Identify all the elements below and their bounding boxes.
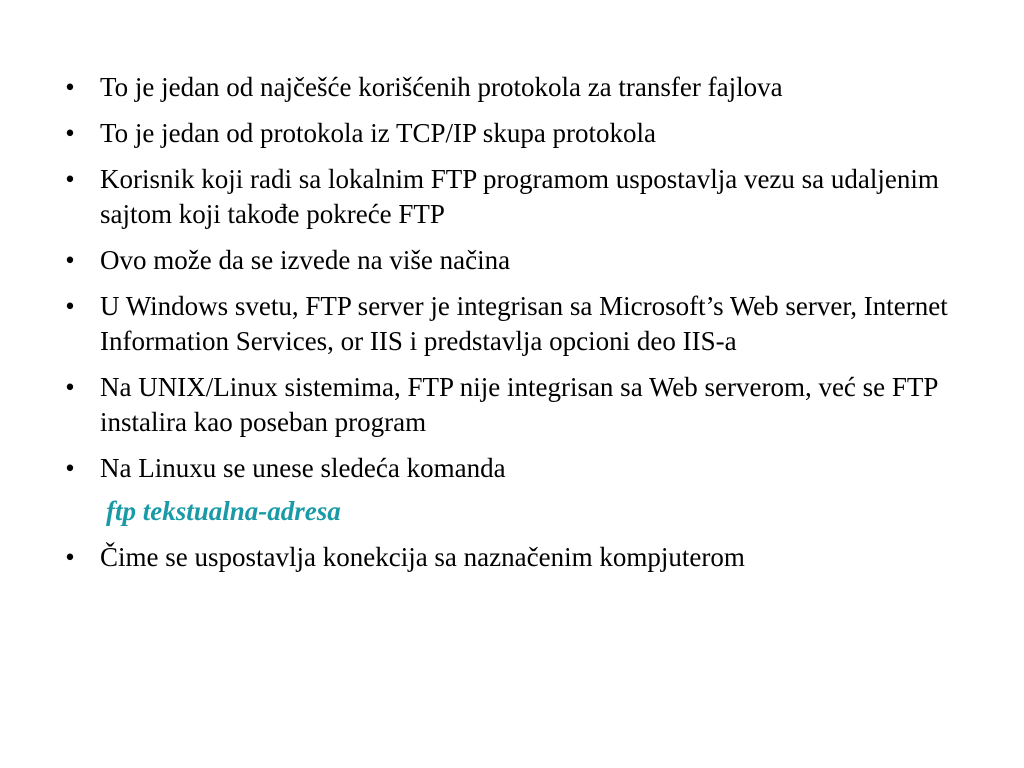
bullet-marker: •: [65, 164, 75, 194]
bullet-marker: •: [65, 542, 75, 572]
bullet-text: To je jedan od najčešće korišćenih protokola za transfer fajlova: [100, 72, 783, 102]
bullet-list: [60, 70, 980, 586]
bullet-marker: •: [65, 118, 75, 148]
bullet-item: [60, 243, 980, 278]
bullet-marker: •: [65, 453, 75, 483]
bullet-text: To je jedan od protokola iz TCP/IP skupa protokola: [100, 118, 657, 148]
bullet-text: Na UNIX/Linux sistemima, FTP nije integrisan sa Web serverom, već se FTP instalira kao poseban program: [100, 372, 938, 437]
bullet-item: [60, 70, 980, 105]
bullet-text: Čime se uspostavlja konekcija sa naznačenim kompjuterom: [100, 542, 745, 572]
bullet-item: [60, 116, 980, 151]
command-line: [60, 494, 980, 529]
bullet-item: [60, 289, 980, 359]
bullet-marker: •: [65, 245, 75, 275]
bullet-text: Ovo može da se izvede na više načina: [100, 245, 511, 275]
bullet-item: [60, 162, 980, 232]
bullet-marker: •: [65, 291, 75, 321]
bullet-text: U Windows svetu, FTP server je integrisan sa Microsoft’s Web server, Internet Information Services, or IIS i predstavlja opcioni deo IIS-a: [100, 291, 948, 356]
bullet-marker: •: [65, 372, 75, 402]
bullet-text: Na Linuxu se unese sledeća komanda: [100, 453, 506, 483]
bullet-text: Korisnik koji radi sa lokalnim FTP programom uspostavlja vezu sa udaljenim sajtom koji takođe pokreće FTP: [100, 164, 939, 229]
bullet-marker: •: [65, 72, 75, 102]
command-text: ftp tekstualna-adresa: [106, 496, 341, 526]
bullet-item: [60, 451, 980, 486]
bullet-item: [60, 370, 980, 440]
bullet-item: [60, 540, 980, 575]
